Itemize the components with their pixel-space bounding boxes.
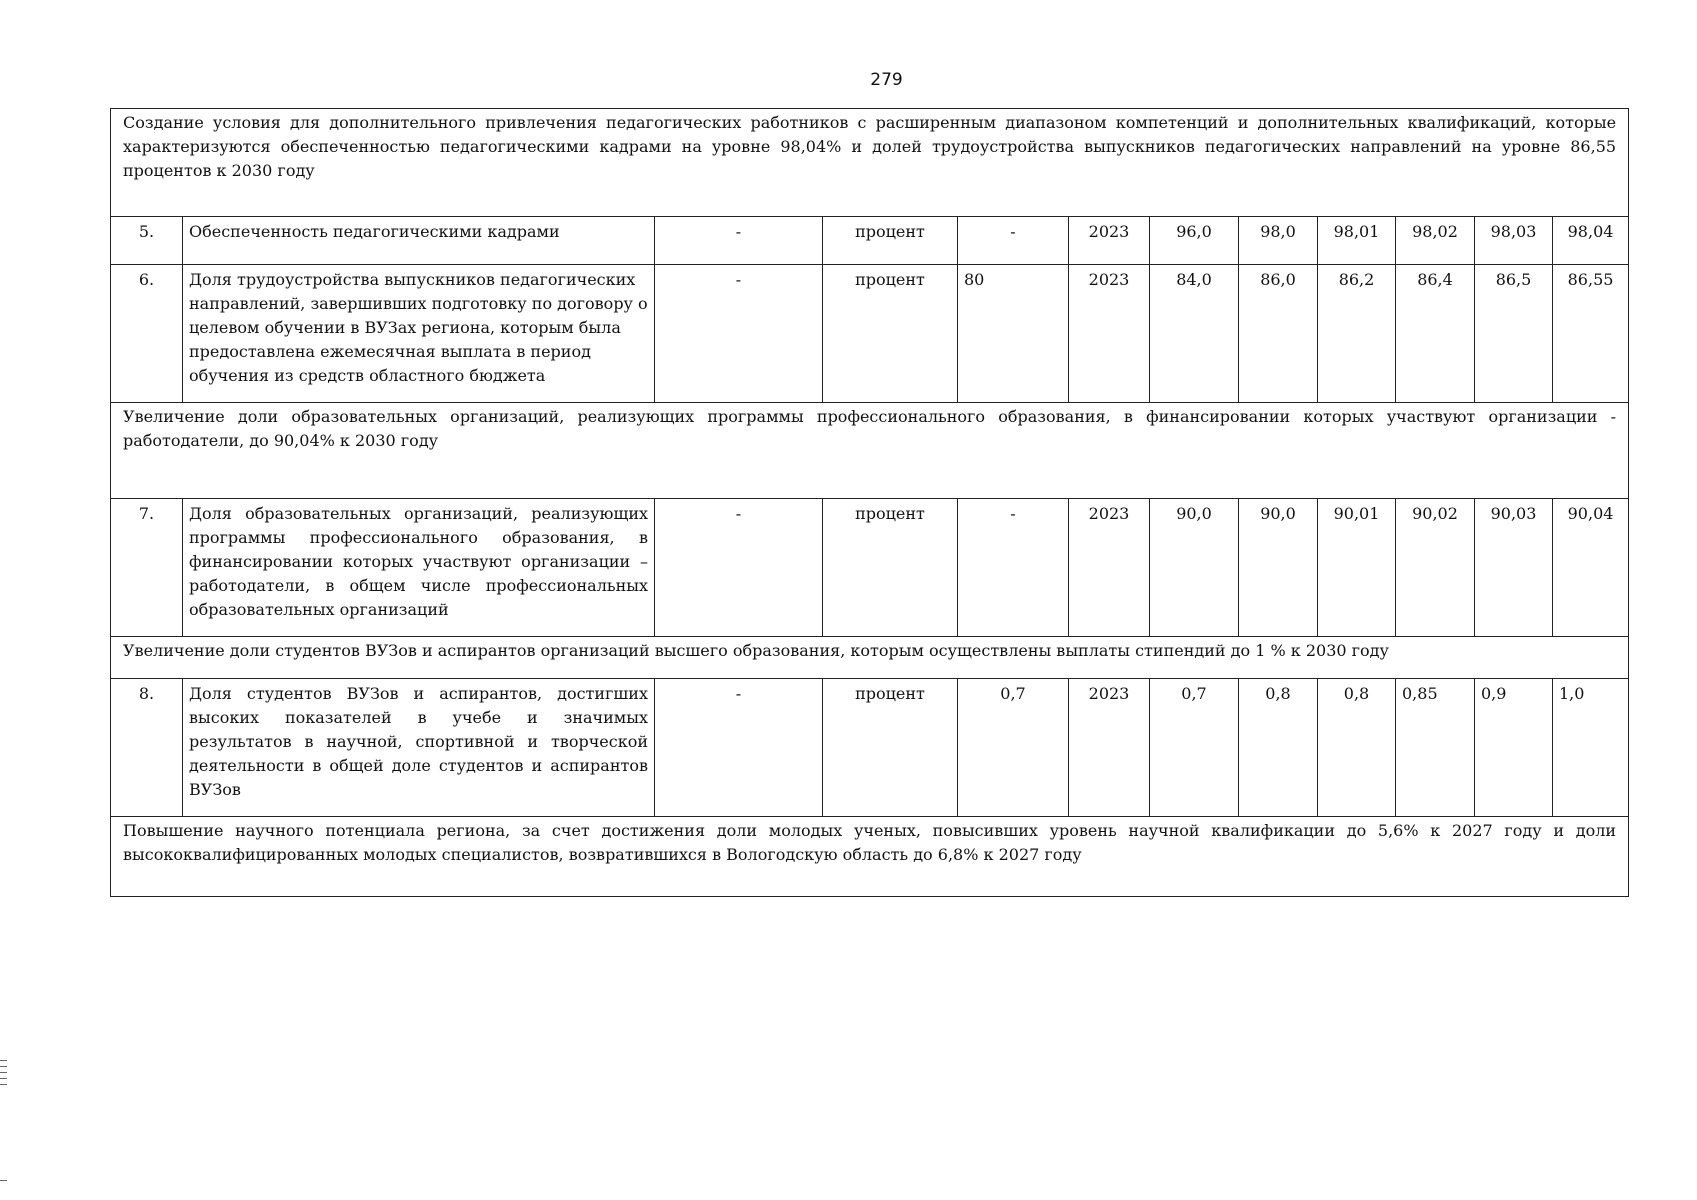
base-year-cell: 2023	[1069, 217, 1150, 265]
base-value-cell: 80	[958, 265, 1069, 403]
indicator-name: Доля студентов ВУЗов и аспирантов, достигших высоких показателей в учебе и значимых результатов в научной, спортивной и творческой деятельности в общей доле студентов и аспирантов ВУЗов	[183, 679, 655, 817]
value-cell: 0,7	[1150, 679, 1239, 817]
row-number: 7.	[111, 499, 183, 637]
value-cell: 84,0	[1150, 265, 1239, 403]
value-cell: 86,0	[1239, 265, 1318, 403]
cell-dash: -	[655, 499, 823, 637]
scan-edge-marks	[0, 1060, 8, 1190]
value-cell: 1,0	[1553, 679, 1629, 817]
section-heading: Повышение научного потенциала региона, за счет достижения доли молодых ученых, повысивших уровень научной квалификации до 5,6% к 2027 году и доли высококвалифицированных молодых специалистов, возвратившихся в Вологодскую область до 6,8% к 2027 году	[111, 817, 1629, 897]
value-cell: 0,9	[1475, 679, 1553, 817]
value-cell: 90,0	[1239, 499, 1318, 637]
base-value-cell: -	[958, 499, 1069, 637]
value-cell: 96,0	[1150, 217, 1239, 265]
base-year-cell: 2023	[1069, 265, 1150, 403]
value-cell: 86,5	[1475, 265, 1553, 403]
indicators-table	[110, 108, 1629, 897]
table-row	[111, 499, 1629, 637]
value-cell: 86,4	[1396, 265, 1475, 403]
value-cell: 90,0	[1150, 499, 1239, 637]
page-number: 279	[870, 70, 903, 90]
value-cell: 98,04	[1553, 217, 1629, 265]
value-cell: 0,8	[1318, 679, 1396, 817]
value-cell: 0,85	[1396, 679, 1475, 817]
value-cell: 0,8	[1239, 679, 1318, 817]
value-cell: 90,01	[1318, 499, 1396, 637]
indicator-name: Доля образовательных организаций, реализующих программы профессионального образования, в финансировании которых участвуют организации – работодатели, в общем числе профессиональных образовательных организаций	[183, 499, 655, 637]
section-heading-row	[111, 403, 1629, 499]
base-value-cell: -	[958, 217, 1069, 265]
unit-cell: процент	[823, 679, 958, 817]
section-heading: Увеличение доли студентов ВУЗов и аспирантов организаций высшего образования, которым осуществлены выплаты стипендий до 1 % к 2030 году	[111, 637, 1629, 679]
table-row	[111, 217, 1629, 265]
row-number: 8.	[111, 679, 183, 817]
table-row	[111, 679, 1629, 817]
value-cell: 98,02	[1396, 217, 1475, 265]
value-cell: 86,55	[1553, 265, 1629, 403]
unit-cell: процент	[823, 499, 958, 637]
indicator-name: Обеспеченность педагогическими кадрами	[183, 217, 655, 265]
section-heading: Создание условия для дополнительного привлечения педагогических работников с расширенным диапазоном компетенций и дополнительных квалификаций, которые характеризуются обеспеченностью педагогическими кадрами на уровне 98,04% и долей трудоустройства выпускников педагогических направлений на уровне 86,55 процентов к 2030 году	[111, 109, 1629, 217]
value-cell: 90,04	[1553, 499, 1629, 637]
row-number: 5.	[111, 217, 183, 265]
base-year-cell: 2023	[1069, 499, 1150, 637]
cell-dash: -	[655, 265, 823, 403]
indicator-name: Доля трудоустройства выпускников педагогических направлений, завершивших подготовку по договору о целевом обучении в ВУЗах региона, которым была предоставлена ежемесячная выплата в период обучения из средств областного бюджета	[183, 265, 655, 403]
base-year-cell: 2023	[1069, 679, 1150, 817]
section-heading-row	[111, 109, 1629, 217]
value-cell: 90,03	[1475, 499, 1553, 637]
unit-cell: процент	[823, 217, 958, 265]
row-number: 6.	[111, 265, 183, 403]
section-heading: Увеличение доли образовательных организаций, реализующих программы профессионального образования, в финансировании которых участвуют организации - работодатели, до 90,04% к 2030 году	[111, 403, 1629, 499]
value-cell: 86,2	[1318, 265, 1396, 403]
value-cell: 98,01	[1318, 217, 1396, 265]
value-cell: 98,0	[1239, 217, 1318, 265]
value-cell: 90,02	[1396, 499, 1475, 637]
table-row	[111, 265, 1629, 403]
cell-dash: -	[655, 217, 823, 265]
base-value-cell: 0,7	[958, 679, 1069, 817]
value-cell: 98,03	[1475, 217, 1553, 265]
unit-cell: процент	[823, 265, 958, 403]
cell-dash: -	[655, 679, 823, 817]
section-heading-row	[111, 637, 1629, 679]
section-heading-row	[111, 817, 1629, 897]
